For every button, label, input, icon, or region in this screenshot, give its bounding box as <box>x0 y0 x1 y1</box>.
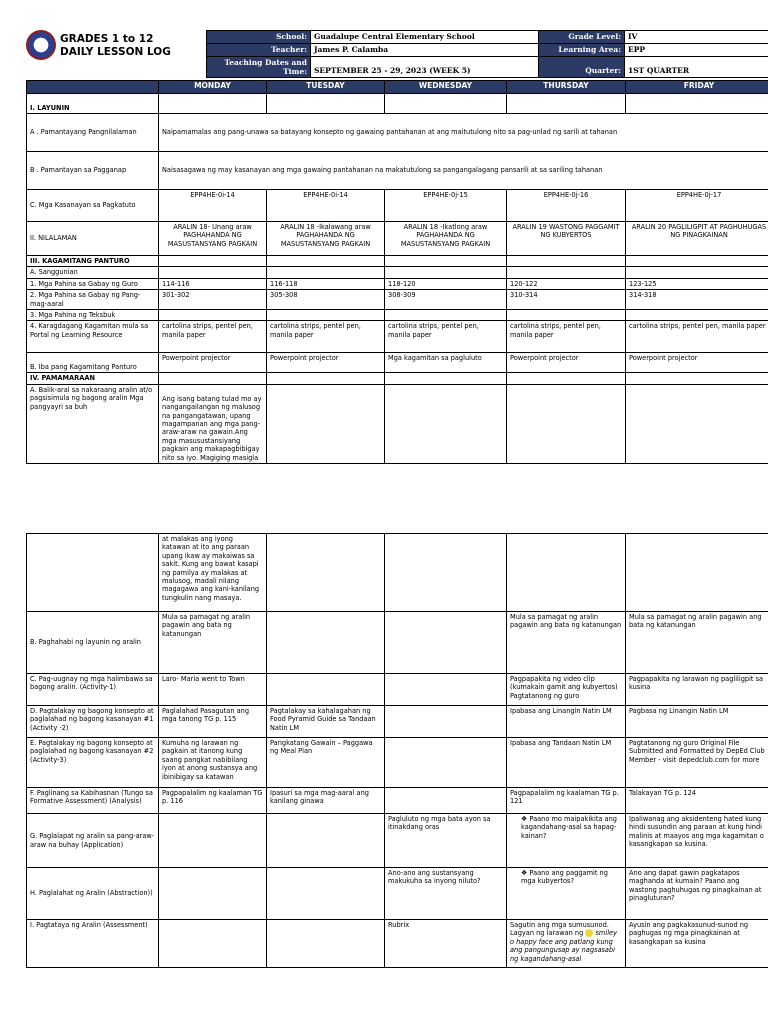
pagganap-label: B . Pamantayan sa Pagganap <box>27 152 159 190</box>
bullet-icon: ❖ <box>521 815 528 823</box>
guro-tue: 116-118 <box>267 278 385 289</box>
f-tue: Ipasuri sa mga mag-aaral ang kanilang ginawa <box>267 788 385 814</box>
g-fri: Ipaliwanag ang aksidenteng hated kung hindi susundin ang paraan at kung hindi malinis at maayos ang mga kagamitan o kasangkapan sa kusina. <box>626 814 768 868</box>
day-friday: FRIDAY <box>626 81 768 94</box>
karagdagang-tue: cartolina strips, pentel pen, manila paper <box>267 321 385 353</box>
d-label: D. Pagtalakay ng bagong konsepto at paglalahad ng bagong kasanayan #1 (Activity -2) <box>27 706 159 738</box>
paghahabi-mon: Mula sa pamagat ng aralin pagawin ang bata ng katanungan <box>159 612 267 674</box>
area-label: Learning Area: <box>539 44 625 57</box>
iba-mon: Powerpoint projector <box>159 353 267 373</box>
quarter-value: 1ST QUARTER <box>625 57 768 78</box>
kasanayan-wed: EPP4HE-0j-15 <box>385 190 507 222</box>
paguugnay-tue <box>267 674 385 706</box>
i-mon <box>159 920 267 968</box>
dates-value: SEPTEMBER 25 - 29, 2023 (WEEK 5) <box>311 57 539 78</box>
mag-aaral-thu: 310-314 <box>507 290 626 310</box>
sanggunian-label: A. Sanggunian <box>27 267 159 278</box>
area-value: EPP <box>625 44 768 57</box>
h-label: H. Paglalahat ng Aralin (Abstraction)) <box>27 868 159 920</box>
d-tue: Pagtalakay sa kahalagahan ng Food Pyramid Guide sa Tandaan Natin LM <box>267 706 385 738</box>
school-value: Guadalupe Central Elementary School <box>311 31 539 44</box>
school-label: School: <box>207 31 311 44</box>
e-tue: Pangkatang Gawain – Paggawa ng Meal Plan <box>267 738 385 788</box>
i-thu-cell <box>507 920 626 968</box>
corner-cell <box>27 81 159 94</box>
iba-fri: Powerpoint projector <box>626 353 768 373</box>
day-thursday: THURSDAY <box>507 81 626 94</box>
layunin-heading: I. LAYUNIN <box>27 94 159 114</box>
iba-thu: Powerpoint projector <box>507 353 626 373</box>
i-thu-text: Sagutin ang mga sumusunod. Lagyan ng larawan ng <box>510 921 609 938</box>
info-table <box>206 30 768 78</box>
d-mon: Paglalahad Pasagutan ang mga tanong TG p. 115 <box>159 706 267 738</box>
mag-aaral-mon: 301-302 <box>159 290 267 310</box>
d-thu: Ipabasa ang Linangin Natin LM <box>507 706 626 738</box>
smiley-icon <box>585 929 593 937</box>
d-wed <box>385 706 507 738</box>
h-wed: Ano-ano ang sustansyang makukuha sa inyong niluto? <box>385 868 507 920</box>
nilalaman-thu: ARALIN 19 WASTONG PAGGAMIT NG KUBYERTOS <box>507 222 626 256</box>
iba-label: B. Iba pang Kagamitang Panturo <box>27 353 159 373</box>
dates-label: Teaching Dates and Time: <box>207 57 311 78</box>
document-title <box>60 33 171 59</box>
header <box>26 30 768 78</box>
balik-label: A. Balik-aral sa nakaraang aralin at/o pagsisimula ng bagong aralin Mga pangyayri sa buh <box>27 384 159 463</box>
h-mon <box>159 868 267 920</box>
kasanayan-fri: EPP4HE-0j-17 <box>626 190 768 222</box>
karagdagang-thu: cartolina strips, pentel pen, manila paper <box>507 321 626 353</box>
paguugnay-wed <box>385 674 507 706</box>
paguugnay-label: C. Pag-uugnay ng mga halimbawa sa bagong aralin. (Activity-1) <box>27 674 159 706</box>
mag-aaral-wed: 308-309 <box>385 290 507 310</box>
deped-seal-logo <box>26 30 56 60</box>
f-mon: Pagpapalalim ng kaalaman TG p. 116 <box>159 788 267 814</box>
grade-value: IV <box>625 31 768 44</box>
title-line-2: DAILY LESSON LOG <box>60 46 171 58</box>
balik-mon-part2: at malakas ang iyong katawan at ito ang paraan upang ikaw ay makaiwas sa sakit. Kung ang bawat kasapi ng pamilya ay malakas at malusog, madali nilang magagawa ang kani-kanilang tungkulin nang masaya. <box>159 534 267 612</box>
h-thu-cell <box>507 868 626 920</box>
f-wed <box>385 788 507 814</box>
balik-mon-part1: Ang isang batang tulad mo ay nangangailangan ng malusog na pangangatawan, upang magampanan ang mga pang-araw-araw na gawain.Ang mga masusustansiyang pagkain ang makapagbibigay nito sa iyo. Magiging masigla <box>159 384 267 463</box>
pamamaraan-heading: IV. PAMAMARAAN <box>27 373 159 384</box>
karagdagang-wed: cartolina strips, pentel pen, manila paper <box>385 321 507 353</box>
iba-wed: Mga kagamitan sa pagluluto <box>385 353 507 373</box>
title-line-1: GRADES 1 to 12 <box>60 33 154 45</box>
paghahabi-label: B. Paghahabi ng layunin ng aralin <box>27 612 159 674</box>
i-tue <box>267 920 385 968</box>
paghahabi-thu: Mula sa pamagat ng aralin pagawin ang bata ng katanungan <box>507 612 626 674</box>
karagdagang-fri: cartolina strips, pentel pen, manila paper <box>626 321 768 353</box>
iba-tue: Powerpoint projector <box>267 353 385 373</box>
i-fri: Ayusin ang pagkakasunud-sunod ng paghugas ng mga pinagkainan at kasangkapan sa kusina <box>626 920 768 968</box>
pamantayang-text: Naipamamalas ang pang-unawa sa batayang konsepto ng gawaing pantahanan at ang maitutulong nito sa pag-unlad ng sarili at tahanan <box>159 114 768 152</box>
paghahabi-fri: Mula sa pamagat ng aralin pagawin ang bata ng katanungan <box>626 612 768 674</box>
g-thu: Paano mo maipakikita ang kagandahang-asal sa hapag-kainan? <box>521 815 617 840</box>
day-monday: MONDAY <box>159 81 267 94</box>
f-thu: Pagpapalalim ng kaalaman TG p. 121 <box>507 788 626 814</box>
bullet-icon: ❖ <box>521 869 528 877</box>
e-thu: Ipabasa ang Tandaan Natin LM <box>507 738 626 788</box>
h-fri: Ano ang dapat gawin pagkatapos maghanda at kumain? Paano ang wastong paghuhugas ng pinagkainan at pinagluturan? <box>626 868 768 920</box>
pagganap-text: Naisasagawa ng may kasanayan ang mga gawaing pantahanan na makatutulong sa pangangalagang pansarili at sa sariling tahanan <box>159 152 768 190</box>
mag-aaral-fri: 314-318 <box>626 290 768 310</box>
h-tue <box>267 868 385 920</box>
lesson-table-page-2 <box>26 533 768 968</box>
kasanayan-label: C. Mga Kasanayan sa Pagkatuto <box>27 190 159 222</box>
mag-aaral-label: 2. Mga Pahina sa Gabay ng Pang-mag-aaral <box>27 290 159 310</box>
paghahabi-wed <box>385 612 507 674</box>
nilalaman-mon: ARALIN 18- Unang araw PAGHAHANDA NG MASUSTANSYANG PAGKAIN <box>159 222 267 256</box>
f-fri: Talakayan TG p. 124 <box>626 788 768 814</box>
guro-thu: 120-122 <box>507 278 626 289</box>
guro-mon: 114-116 <box>159 278 267 289</box>
h-thu: Paano ang paggamit ng mga kubyertos? <box>521 869 608 886</box>
quarter-label: Quarter: <box>539 57 625 78</box>
mag-aaral-tue: 305-308 <box>267 290 385 310</box>
nilalaman-fri: ARALIN 20 PAGLILIGPIT AT PAGHUHUGAS NG PINAGKAINAN <box>626 222 768 256</box>
g-wed: Pagluluto ng mga bata ayon sa itinakdang oras <box>385 814 507 868</box>
teacher-value: James P. Calamba <box>311 44 539 57</box>
g-tue <box>267 814 385 868</box>
e-fri: Pagtatanong ng guro Original File Submitted and Formatted by DepEd Club Member - visit depedclub.com for more <box>626 738 768 788</box>
paguugnay-fri: Pagpapakita ng larawan ng pagliligpit sa kusina <box>626 674 768 706</box>
e-mon: Kumuha ng larawan ng pagkain at itanong kung saang pangkat nabibilang iyon at anong sustansya ang ibinibigay sa katawan <box>159 738 267 788</box>
grade-label: Grade Level: <box>539 31 625 44</box>
page-1 <box>26 30 768 462</box>
nilalaman-wed: ARALIN 18 -Ikatlong araw PAGHAHANDA NG MASUSTANSYANG PAGKAIN <box>385 222 507 256</box>
karagdagang-mon: cartolina strips, pentel pen, manila paper <box>159 321 267 353</box>
g-thu-cell <box>507 814 626 868</box>
e-wed <box>385 738 507 788</box>
i-wed: Rubrix <box>385 920 507 968</box>
g-mon <box>159 814 267 868</box>
i-thu-italic: smiley o happy face ang patlang kung ang pangungusap ay nagsasabi ng kagandahang-asal <box>510 929 617 963</box>
guro-wed: 118-120 <box>385 278 507 289</box>
e-label: E. Pagtalakay ng bagong konsepto at paglalahad ng bagong kasanayan #2 (Activity-3) <box>27 738 159 788</box>
nilalaman-label: II. NILALAMAN <box>27 222 159 256</box>
lesson-table-page-1 <box>26 80 768 464</box>
d-fri: Pagbasa ng Linangin Natin LM <box>626 706 768 738</box>
day-tuesday: TUESDAY <box>267 81 385 94</box>
teacher-label: Teacher: <box>207 44 311 57</box>
day-wednesday: WEDNESDAY <box>385 81 507 94</box>
g-label: G. Paglalapat ng aralin sa pang-araw-araw na buhay (Application) <box>27 814 159 868</box>
kasanayan-tue: EPP4HE-0i-14 <box>267 190 385 222</box>
kasanayan-mon: EPP4HE-0i-14 <box>159 190 267 222</box>
karagdagang-label: 4. Karagdagang Kagamitan mula sa Portal ng Learning Resource <box>27 321 159 353</box>
paguugnay-thu: Pagpapakita ng video clip (kumakain gamit ang kubyertos) Pagtatanong ng guro <box>507 674 626 706</box>
guro-fri: 123-125 <box>626 278 768 289</box>
paguugnay-mon: Laro- Maria went to Town <box>159 674 267 706</box>
teksbuk-label: 3. Mga Pahina ng Teksbuk <box>27 310 159 321</box>
pamantayang-label: A . Pamantayang Pangnilalaman <box>27 114 159 152</box>
nilalaman-tue: ARALIN 18 -Ikalawang araw PAGHAHANDA NG MASUSTANSYANG PAGKAIN <box>267 222 385 256</box>
guro-label: 1. Mga Pahina sa Gabay ng Guro <box>27 278 159 289</box>
f-label: F. Paglinang sa Kabihasnan (Tungo sa Formative Assessment) (Analysis) <box>27 788 159 814</box>
paghahabi-tue <box>267 612 385 674</box>
kagamitang-heading: III. KAGAMITANG PANTURO <box>27 256 159 267</box>
i-label: I. Pagtataya ng Aralin (Assessment) <box>27 920 159 968</box>
kasanayan-thu: EPP4HE-0j-16 <box>507 190 626 222</box>
